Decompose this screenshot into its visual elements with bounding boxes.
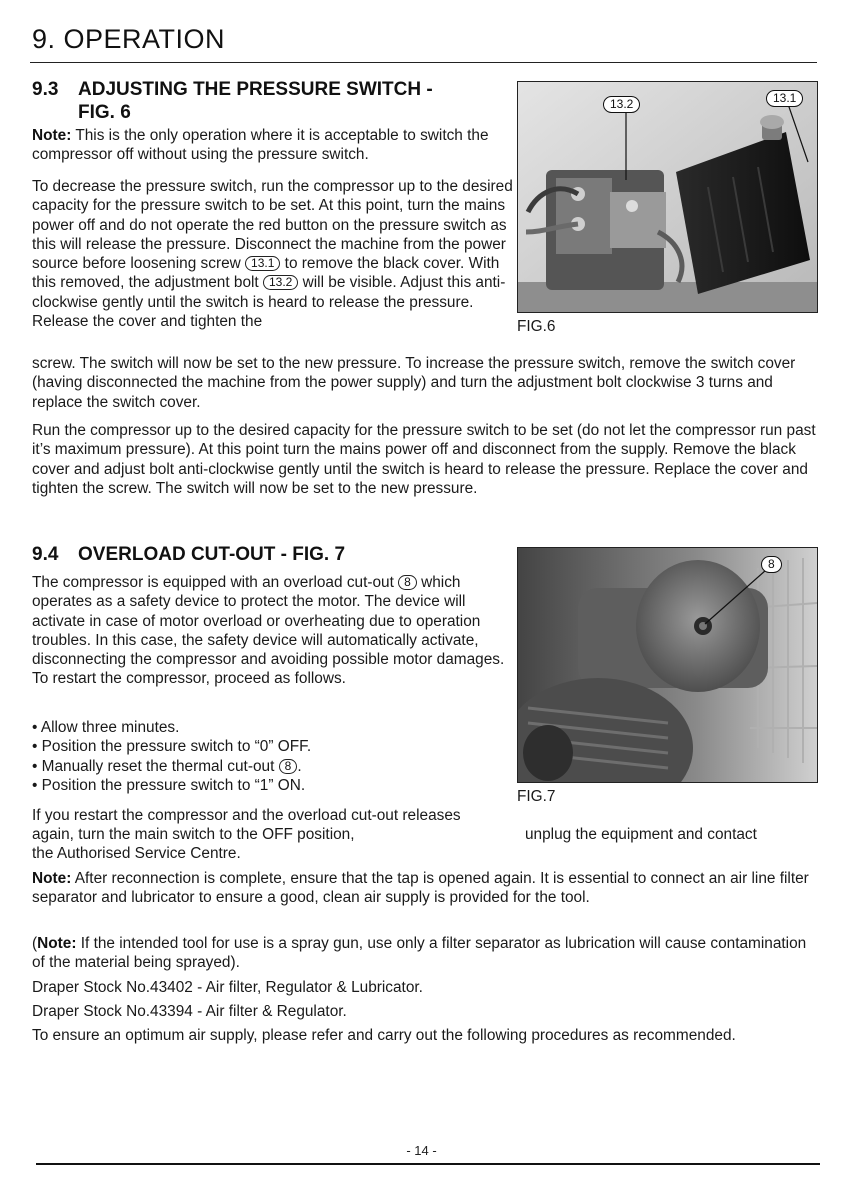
- page-number: - 14 -: [406, 1143, 437, 1158]
- section-9-4-intro: [32, 573, 510, 689]
- figure-6-caption: FIG.6: [517, 318, 556, 335]
- list-item-text: • Manually reset the thermal cut-out: [32, 757, 279, 775]
- list-item: • Position the pressure switch to “1” ON.: [32, 776, 306, 794]
- list-item: • Allow three minutes.: [32, 719, 180, 736]
- cutout-reference-badge: 8: [398, 575, 417, 590]
- note-text: If the intended tool for use is a spray gun, use only a filter separator as lubrication will cause contamination of the material being sprayed).: [32, 935, 807, 972]
- paragraph-text: will be visible. Adjust this anti-clockwise gently until the switch is heard to release the pressure. Release the cover and tighten the: [32, 274, 506, 331]
- figure-7-caption: FIG.7: [517, 788, 556, 805]
- restart-paragraph: If you restart the compressor and the overload cut-out releases again, turn the main switch to the OFF position,: [32, 807, 461, 844]
- paragraph-text: which operates as a safety device to protect the motor. The device will activate in case of motor overload or overheating due to operation troubles. In this case, the safety device will automatically activate, disconnecting the compressor and avoiding possible motor damages. To restart the compressor, proceed as follows.: [32, 574, 505, 688]
- figure-7-photo: [517, 547, 818, 783]
- closing-paragraph: To ensure an optimum air supply, please refer and carry out the following procedures as recommended.: [32, 1027, 736, 1044]
- section-9-3-heading: [32, 78, 502, 124]
- paragraph-text: The compressor is equipped with an overload cut-out: [32, 574, 399, 591]
- heading-line-2: FIG. 6: [78, 102, 131, 123]
- title-divider: [30, 62, 817, 63]
- section-9-4-note-2: [32, 934, 822, 973]
- callout-8: 8: [761, 556, 782, 573]
- bolt-reference-badge: 13.2: [263, 275, 298, 290]
- screw-reference-badge: 13.1: [245, 256, 280, 271]
- cutout-reference-badge: 8: [279, 759, 298, 774]
- heading-text: OVERLOAD CUT-OUT - FIG. 7: [78, 544, 346, 565]
- section-number: 9.4: [32, 544, 59, 565]
- section-9-3-note: [32, 126, 514, 165]
- note-label: Note:: [32, 870, 72, 887]
- callout-13-2: 13.2: [603, 96, 640, 113]
- stock-line-1: Draper Stock No.43402 - Air filter, Regulator & Lubricator.: [32, 979, 423, 996]
- callout-13-1: 13.1: [766, 90, 803, 107]
- pressure-switch-illustration: [518, 82, 817, 312]
- restart-steps-list: [32, 718, 512, 795]
- section-number: 9.3: [32, 79, 59, 100]
- restart-paragraph-end: the Authorised Service Centre.: [32, 845, 241, 862]
- note-text: This is the only operation where it is acceptable to switch the compressor off without using the pressure switch.: [32, 127, 489, 164]
- restart-paragraph-continued: unplug the equipment and contact: [525, 826, 757, 843]
- footer-divider: [36, 1163, 820, 1165]
- section-9-3-paragraph-1: [32, 177, 516, 331]
- note-text: After reconnection is complete, ensure that the tap is opened again. It is essential to connect an air line filter separator and lubricator to ensure a good, clean air supply is provided for the tool.: [32, 870, 809, 907]
- note-label: Note:: [37, 935, 77, 952]
- paragraph-text: To decrease the pressure switch, run the compressor up to the desired capacity for the pressure switch to be set. At this point, turn the mains power off and do not operate the red button on the pressure switch as this will release the pressure. Disconnect the machine from the power source before loosening screw: [32, 178, 513, 273]
- list-item-suffix: .: [297, 757, 302, 775]
- list-item: • Position the pressure switch to “0” OFF.: [32, 738, 312, 756]
- stock-line-2: Draper Stock No.43394 - Air filter & Regulator.: [32, 1003, 347, 1020]
- section-9-3-paragraph-1-continued: screw. The switch will now be set to the new pressure. To increase the pressure switch, remove the switch cover (having disconnected the machine from the power supply) and turn the adjustment bolt clockwise 3 turns and replace the switch cover.: [32, 355, 796, 411]
- section-9-4-note: [32, 869, 822, 908]
- note-label: Note:: [32, 127, 72, 144]
- section-9-4-heading: [32, 544, 345, 566]
- heading-line-1: ADJUSTING THE PRESSURE SWITCH -: [78, 79, 433, 100]
- list-item: [32, 757, 512, 776]
- figure-6-photo: [517, 81, 818, 313]
- note-paren: (: [32, 935, 38, 952]
- paragraph-text: to remove the black cover. With this removed, the adjustment bolt: [32, 255, 500, 292]
- page-title: 9. OPERATION: [32, 24, 226, 54]
- section-9-3-paragraph-2: Run the compressor up to the desired capacity for the pressure switch to be set (do not let the compressor run past it’s maximum pressure). At this point turn the mains power off and disconnect from the supply. Remove the black cover and adjust bolt anti-clockwise gently until the switch is heard to release the pressure. Replace the cover and tighten the screw. The switch will now be set to the new pressure.: [32, 422, 816, 497]
- overload-cutout-illustration: [518, 548, 817, 782]
